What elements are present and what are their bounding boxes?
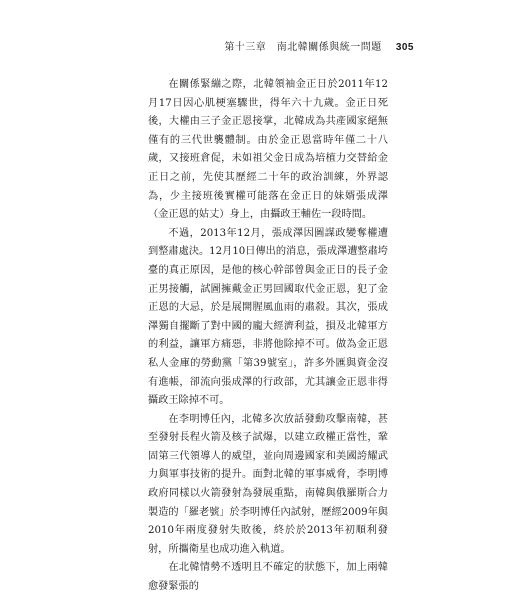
page-number: 305 xyxy=(395,42,414,53)
running-head xyxy=(152,38,414,53)
paragraph: 在關係緊繃之際，北韓領袖金正日於2011年12月17日因心肌梗塞驟世，得年六十九歲。金正日死後，大權由三子金正恩接掌，北韓成為共產國家絕無僅有的三代世襲體制。由於金正恩當時年僅二十八歲，又接班倉促，未如祖父金日成為培植力交替給金正日之前，先使其歷經二十年的政治訓練，外界認為，少主接班後實權可能落在金正日的妹婿張成澤（金正恩的姑丈）身上，由攝政王輔佐一段時間。 xyxy=(148,79,388,221)
chapter-title: 第十三章 南北韓關係與統一問題 xyxy=(224,42,382,53)
paragraph: 不過，2013年12月，張成澤因圖謀政變奪權遭到整肅處決。12月10日傳出的消息，張成澤遭整肅垮臺的真正原因，是他的核心幹部曾與金正日的長子金正男接觸，試圖擁戴金正男回國取代金正恩，犯了金正恩的大忌，於是展開腥風血雨的肅殺。其次，張成澤獨自擺斷了對中國的龐大經濟利益，損及北韓軍方的利益，讓軍方痛惡，非將他除掉不可。做為金正恩私人金庫的勞動黨「第39號室」，許多外匯與資金沒有進帳，卻流向張成澤的行政部，尤其讓金正恩非得攝政王除掉不可。 xyxy=(148,227,388,407)
paragraph: 在李明博任內，北韓多次放話發動攻擊南韓，甚至發射長程火箭及核子試爆，以建立政權正當性，鞏固第三代領導人的威望，並向周邊國家和美國誇耀武力與軍事技術的提升。面對北韓的軍事威脅，李明博政府同樣以火箭發射為發展重點，南韓與俄羅斯合力製造的「羅老號」於李明博任內試射，歷經2009年與2010年兩度發射失敗後，終於於2013年初順利發射，所攜衛星也成功進入軌道。 xyxy=(148,413,388,555)
body-text xyxy=(148,76,388,597)
paragraph: 在北韓情勢不透明且不確定的狀態下，加上兩韓愈發緊張的 xyxy=(148,562,388,593)
